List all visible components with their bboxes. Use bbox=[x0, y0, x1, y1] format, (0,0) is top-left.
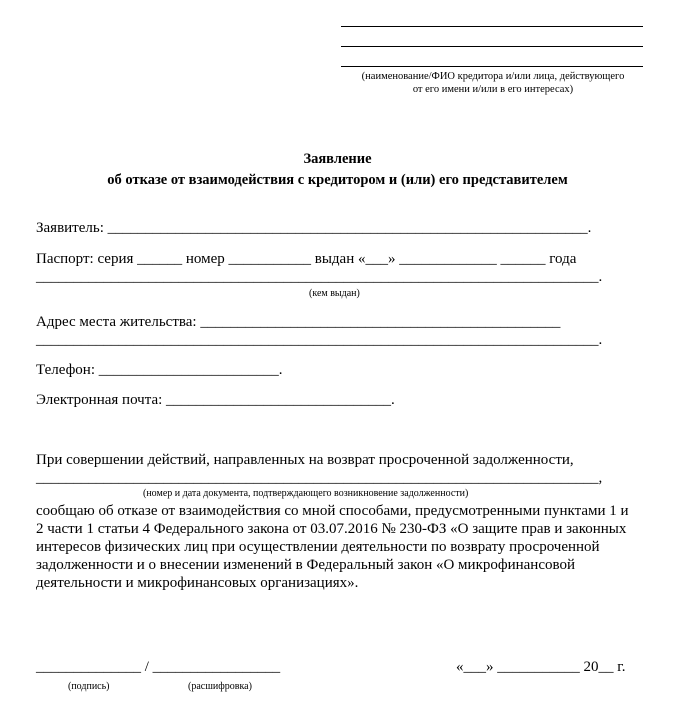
statement-intro: При совершении действий, направленных на возврат просроченной задолженности, bbox=[36, 452, 574, 468]
applicant-field: Заявитель: ________________________________________________________________. bbox=[36, 220, 592, 236]
email-field: Электронная почта: ______________________________. bbox=[36, 392, 395, 408]
date-line: «___» ___________ 20__ г. bbox=[456, 659, 626, 675]
debt-document-caption: (номер и дата документа, подтверждающего возникновение задолженности) bbox=[143, 488, 469, 499]
address-line-2: ___________________________________________________________________________. bbox=[36, 332, 603, 348]
decode-caption: (расшифровка) bbox=[188, 681, 252, 692]
address-field: Адрес места жительства: ________________________________________________ bbox=[36, 314, 561, 330]
statement-paragraph: сообщаю об отказе от взаимодействия со мной способами, предусмотренными пунктами 1 и 2 части 1 статьи 4 Федерального закона от 03.07.2016 № 230-ФЗ «О защите прав и законных интересов физических лиц при осуществлении деятельности по возврату просроченной задолженности и о внесении изменений в Федеральный закон «О микрофинансовой деятельности и микрофинансовых организациях». bbox=[36, 503, 629, 591]
addressee-caption-1: (наименование/ФИО кредитора и/или лица, действующего bbox=[361, 71, 625, 82]
addressee-line-3 bbox=[341, 66, 643, 67]
signature-line: ______________ / _________________ bbox=[36, 659, 281, 675]
addressee-caption-2: от его имени и/или в его интересах) bbox=[412, 84, 574, 95]
issued-by-caption: (кем выдан) bbox=[309, 288, 360, 299]
signature-caption: (подпись) bbox=[68, 681, 110, 692]
phone-field: Телефон: ________________________. bbox=[36, 362, 283, 378]
addressee-line-2 bbox=[341, 46, 643, 47]
addressee-line-1 bbox=[341, 26, 643, 27]
document-title: Заявление bbox=[303, 151, 372, 167]
document-subtitle: об отказе от взаимодействия с кредитором и (или) его представителем bbox=[107, 172, 568, 188]
passport-field: Паспорт: серия ______ номер ___________ выдан «___» _____________ ______ года bbox=[36, 251, 577, 267]
passport-issued-line: ___________________________________________________________________________. bbox=[36, 269, 603, 285]
debt-document-line: ___________________________________________________________________________, bbox=[36, 470, 603, 486]
